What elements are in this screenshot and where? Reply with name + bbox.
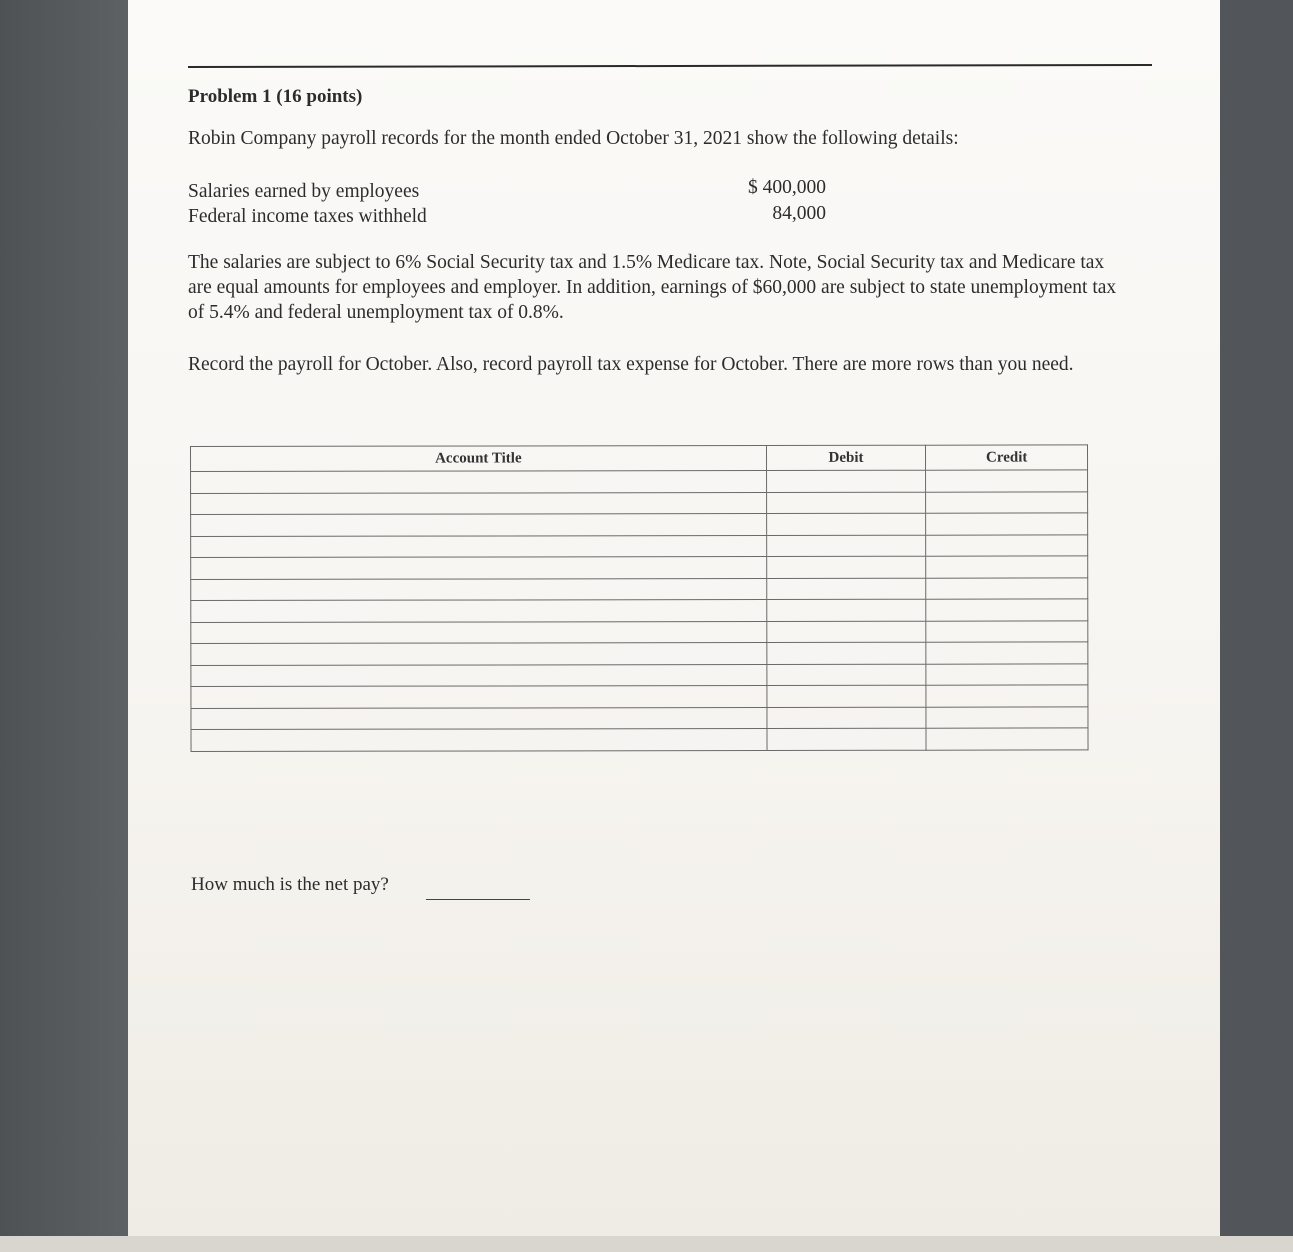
credit-cell[interactable]	[926, 470, 1088, 492]
debit-cell[interactable]	[767, 728, 927, 750]
credit-cell[interactable]	[926, 685, 1088, 707]
debit-cell[interactable]	[767, 685, 927, 707]
credit-cell[interactable]	[926, 534, 1088, 556]
debit-cell[interactable]	[766, 513, 926, 535]
table-row	[191, 556, 1088, 579]
net-pay-question: How much is the net pay?	[191, 874, 389, 895]
background-right	[1220, 0, 1293, 1252]
debit-cell[interactable]	[766, 621, 926, 643]
credit-cell[interactable]	[926, 556, 1088, 578]
credit-cell[interactable]	[926, 620, 1088, 642]
account-cell[interactable]	[191, 707, 767, 730]
table-row	[191, 599, 1088, 622]
table-row	[191, 685, 1088, 708]
debit-cell[interactable]	[766, 599, 926, 621]
credit-cell[interactable]	[926, 642, 1088, 664]
table-row	[191, 620, 1088, 643]
debit-cell[interactable]	[766, 578, 926, 600]
net-pay-answer-blank[interactable]	[426, 899, 530, 900]
instructions-paragraph: Record the payroll for October. Also, record payroll tax expense for October. There are more rows than you need.	[188, 354, 1074, 375]
debit-cell[interactable]	[766, 492, 926, 514]
account-cell[interactable]	[191, 685, 767, 708]
table-row	[191, 728, 1088, 751]
journal-header-row	[191, 445, 1088, 472]
account-cell[interactable]	[191, 578, 767, 601]
account-cell[interactable]	[191, 513, 767, 536]
account-cell[interactable]	[191, 621, 767, 644]
journal-entry-table	[190, 444, 1089, 751]
header-rule	[188, 64, 1152, 68]
account-cell[interactable]	[191, 728, 767, 751]
account-cell[interactable]	[191, 470, 767, 493]
debit-cell[interactable]	[767, 707, 927, 729]
detail-label-federal-tax: Federal income taxes withheld	[188, 206, 427, 227]
table-row	[191, 513, 1088, 536]
debit-cell[interactable]	[766, 470, 926, 492]
account-cell[interactable]	[191, 599, 767, 622]
detail-value-federal-tax: 84,000	[772, 203, 826, 224]
credit-cell[interactable]	[926, 513, 1088, 535]
detail-label-salaries: Salaries earned by employees	[188, 181, 420, 202]
account-cell[interactable]	[191, 642, 767, 665]
journal-body	[191, 470, 1088, 751]
header-account-title: Account Title	[191, 445, 767, 471]
account-cell[interactable]	[191, 535, 767, 558]
credit-cell[interactable]	[926, 663, 1088, 685]
document-page	[128, 0, 1220, 1236]
credit-cell[interactable]	[926, 728, 1088, 750]
table-row	[191, 491, 1088, 514]
table-row	[191, 663, 1088, 686]
table-row	[191, 470, 1088, 493]
table-row	[191, 706, 1088, 729]
credit-cell[interactable]	[926, 577, 1088, 599]
tax-description-paragraph: The salaries are subject to 6% Social Security tax and 1.5% Medicare tax. Note, Social Security tax and Medicare tax are equal amounts for employees and employer. In addition, earnings of $60,000 are subject to state unemployment tax of 5.4% and federal unemployment tax of 0.8%.	[188, 252, 1117, 323]
credit-cell[interactable]	[926, 706, 1088, 728]
account-cell[interactable]	[191, 556, 767, 579]
credit-cell[interactable]	[926, 491, 1088, 513]
account-cell[interactable]	[191, 492, 767, 515]
bottom-strip	[0, 1236, 1293, 1252]
debit-cell[interactable]	[766, 642, 926, 664]
table-row	[191, 577, 1088, 600]
detail-value-salaries: $ 400,000	[748, 177, 826, 198]
debit-cell[interactable]	[766, 556, 926, 578]
header-debit: Debit	[766, 445, 926, 470]
debit-cell[interactable]	[767, 664, 927, 686]
background-left	[0, 0, 128, 1252]
account-cell[interactable]	[191, 664, 767, 687]
header-credit: Credit	[926, 445, 1088, 470]
problem-title: Problem 1 (16 points)	[188, 86, 363, 107]
problem-intro: Robin Company payroll records for the month ended October 31, 2021 show the following details:	[188, 128, 959, 149]
table-row	[191, 534, 1088, 557]
credit-cell[interactable]	[926, 599, 1088, 621]
table-row	[191, 642, 1088, 665]
debit-cell[interactable]	[766, 535, 926, 557]
